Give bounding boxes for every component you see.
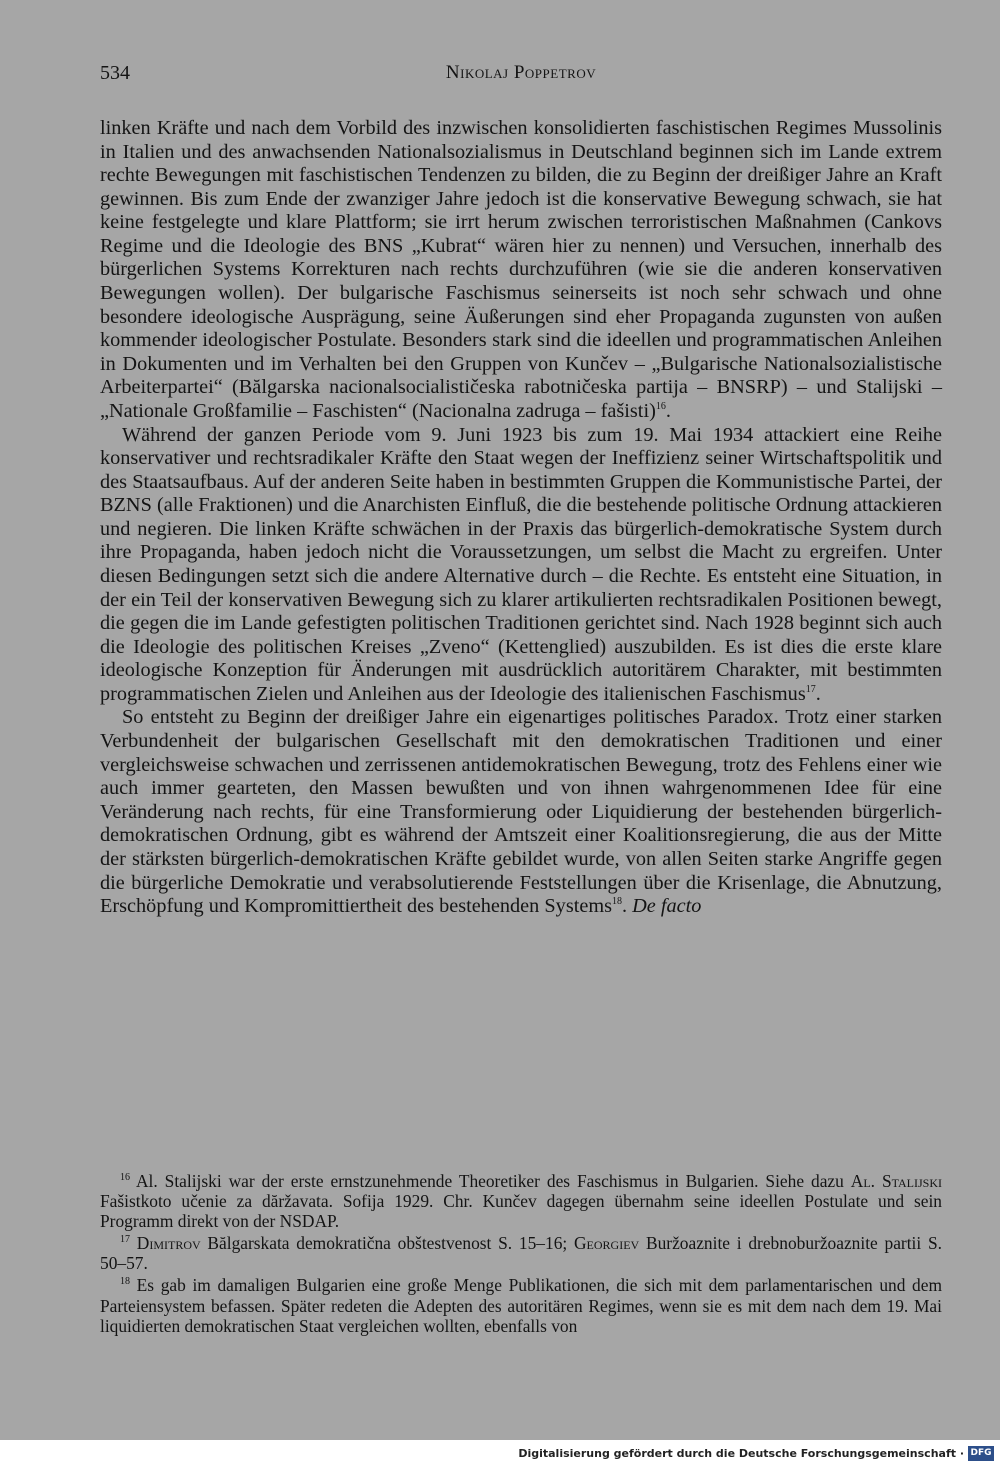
page-number: 534: [100, 62, 130, 84]
footnote-16-author: Al. Stalijski: [850, 1171, 942, 1191]
footnote-ref-16[interactable]: 16: [655, 401, 666, 413]
page-header: [100, 62, 942, 92]
footnote-16: [100, 1171, 942, 1231]
body-text: [100, 117, 942, 919]
footnote-16-text-a: Al. Stalijski war der erste ernstzunehmende Theoretiker des Faschismus in Bulgarien. Siehe dazu: [130, 1171, 851, 1191]
footnote-17: [100, 1233, 942, 1273]
digitization-footer: [0, 1440, 1000, 1469]
paragraph-2-end: .: [815, 682, 821, 705]
paragraph-1: [100, 117, 942, 424]
footnote-18-text: Es gab im damaligen Bulgarien eine große Menge Publikationen, die sich mit dem parlamentarischen und dem Parteiensystem befassen. Später redeten die Adepten des autoritären Regimes, wenn sie es mit dem nach dem 19. Mai liquidierten demokratischen Staat vergleichen wollten, ebenfalls von: [100, 1275, 942, 1336]
footnote-17-text-a: Bălgarskata demokratična obštestvenost S. 15–16;: [200, 1233, 574, 1254]
footnote-ref-18[interactable]: 18: [612, 896, 623, 908]
paragraph-2: [100, 424, 942, 707]
footnote-16-text-b: Fašistkoto učenie za dăržavata. Sofija 1929. Chr. Kunčev dagegen übernahm seine ideellen Postulate und sein Programm direkt von der NSDAP.: [100, 1191, 942, 1232]
paragraph-3-end: .: [622, 895, 633, 918]
footnote-17-text-b: Buržoaznite i drebnoburžoaznite partii S. 50–57.: [100, 1233, 942, 1274]
footnote-16-number: 16: [120, 1172, 130, 1184]
dfg-logo-icon: DFG: [968, 1446, 994, 1461]
running-head: Nikolaj Poppetrov: [445, 62, 597, 83]
paragraph-3-italic: De facto: [632, 895, 702, 918]
paragraph-3-text: So entsteht zu Beginn der dreißiger Jahre ein eigenartiges politisches Paradox. Trotz einer starken Verbundenheit der bulgarischen Gesellschaft mit den demokratischen Traditionen und einer vergleichsweise schwachen und zerrissenen antidemokratischen Bewegung, trotz des Fehlens einer wie auch immer gearteten, den Massen bewußten und von ihnen wahrgenommenen Idee für eine Veränderung nach rechts, für eine Transformierung oder Liquidierung der bestehenden bürgerlich-demokratischen Ordnung, gibt es während der Amtszeit einer Koalitionsregierung, die aus der Mitte der stärksten bürgerlich-demokratischen Kräfte gebildet wurde, von allen Seiten starke Angriffe gegen die bürgerliche Demokratie und verabsolutierende Feststellungen über die Krisenlage, die Abnutzung, Erschöpfung und Kompromittiertheit des bestehenden Systems: [100, 706, 942, 918]
footnote-17-author-2: Georgiev: [574, 1233, 640, 1254]
paragraph-1-text: linken Kräfte und nach dem Vorbild des inzwischen konsolidierten faschistischen Regimes Mussolinis in Italien und des anwachsenden Nationalsozialismus in Deutschland beginnen sich im Lande extrem rechte Bewegungen mit faschistischen Tendenzen zu bilden, die zu Beginn der dreißiger Jahre an Kraft gewinnen. Bis zum Ende der zwanziger Jahre jedoch ist die konservative Bewegung schwach, sie hat keine festgelegte und klare Plattform; sie irrt herum zwischen terroristischen Maßnahmen (Cankovs Regime und die Ideologie des BNS „Kubrat“ wären hier zu nennen) und Versuchen, innerhalb des bürgerlichen Systems Korrekturen nach rechts durchzuführen (wie sie die anderen konservativen Bewegungen wollen). Der bulgarische Faschismus seinerseits ist noch sehr schwach und ohne besondere ideologische Ausprägung, seine Äußerungen sind eher Propaganda zugunsten von außen kommender ideologischer Postulate. Besonders stark sind die ideellen und programmatischen Anleihen in Dokumenten und im Verhalten bei den Gruppen von Kunčev – „Bulgarische Nationalsozialistische Arbeiterpartei“ (Bălgarska nacionalsocialističeska rabotničeska partija – BNSRP) – und Stalijski – „Nationale Großfamilie – Faschisten“ (Nacionalna zadruga – fašisti): [100, 117, 942, 422]
paragraph-3: [100, 706, 942, 918]
footnote-18: [100, 1275, 942, 1335]
footnote-17-author-1: Dimitrov: [136, 1233, 201, 1254]
footnotes: [100, 1171, 942, 1338]
footnote-17-number: 17: [120, 1234, 130, 1246]
paragraph-2-text: Während der ganzen Periode vom 9. Juni 1923 bis zum 19. Mai 1934 attackiert eine Reihe konservativer und rechtsradikaler Kräfte den Staat wegen der Ineffizienz seiner Wirtschaftspolitik und des Staatsaufbaus. Auf der anderen Seite haben in bestimmten Gruppen die Kommunistische Partei, der BZNS (alle Fraktionen) und die Anarchisten Einfluß, die die bestehende politische Ordnung attackieren und negieren. Die linken Kräfte schwächen in der Praxis das bürgerlich-demokratische System durch ihre Propaganda, haben jedoch nicht die Voraussetzungen, um selbst die Macht zu ergreifen. Unter diesen Bedingungen setzt sich die andere Alternative durch – die Rechte. Es entsteht eine Situation, in der ein Teil der konservativen Bewegung sich zu klarer artikulierten rechtsradikalen Positionen bewegt, die gegen die im Lande gefestigten politischen Traditionen gerichtet sind. Nach 1928 beginnt sich auch die Ideologie des politischen Kreises „Zveno“ (Kettenglied) auszubilden. Es ist dies die erste klare ideologische Konzeption für Änderungen mit ausdrücklich autoritärem Charakter, mit bestimmten programmatischen Zielen und Anleihen aus der Ideologie des italienischen Faschismus: [100, 423, 942, 705]
dfg-credit-text: Digitalisierung gefördert durch die Deutsche Forschungsgemeinschaft ·: [518, 1447, 964, 1460]
footnote-18-number: 18: [120, 1276, 130, 1288]
paragraph-1-end: .: [665, 399, 671, 422]
footnote-ref-17[interactable]: 17: [805, 684, 816, 696]
